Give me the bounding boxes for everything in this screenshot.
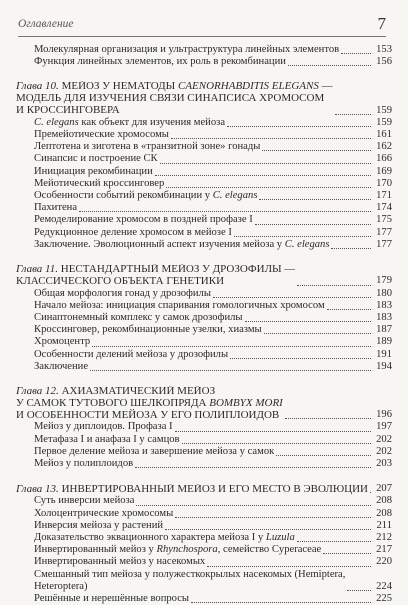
toc-entry[interactable]: Заключение. Эволюционный аспект изучения мейоза у C. elegans 177 (34, 238, 392, 250)
toc-entry[interactable]: Суть инверсии мейоза 208 (34, 495, 392, 507)
toc-entry[interactable]: Доказательство эквационного характера мейоза I у Luzula 212 (34, 532, 392, 544)
toc-entry[interactable]: Хромоцентр 189 (34, 336, 392, 348)
toc-entry[interactable]: Синапсис и построение СК 166 (34, 153, 392, 165)
running-head (18, 16, 386, 37)
toc-entry[interactable]: Мейотический кроссинговер 170 (34, 177, 392, 189)
toc-entry[interactable]: Функция линейных элементов, их роль в рекомбинации 156 (34, 56, 392, 68)
toc-entry[interactable]: Смешанный тип мейоза у полужесткокрылых насекомых (Hemiptera, Heteroptera) 224 (34, 568, 392, 592)
chapter-heading-13[interactable]: Глава 13. ИНВЕРТИРОВАННЫЙ МЕЙОЗ И ЕГО МЕСТО В ЭВОЛЮЦИИ 207 (16, 483, 392, 495)
toc-entry[interactable]: Мейоз у диплоидов. Профаза I 197 (34, 421, 392, 433)
toc-entry[interactable]: Инвертированный мейоз у насекомых 220 (34, 556, 392, 568)
toc-entry[interactable]: Холоцентрические хромосомы 208 (34, 507, 392, 519)
toc-entry[interactable]: Пахитена 174 (34, 202, 392, 214)
toc-entry[interactable]: Редукционное деление хромосом в мейозе I 177 (34, 226, 392, 238)
table-of-contents (16, 44, 392, 605)
toc-entry[interactable]: Заключение 194 (34, 360, 392, 372)
toc-entry[interactable]: Решённые и нерешённые вопросы 225 (34, 593, 392, 605)
chapter-heading-12[interactable]: Глава 12. АХИАЗМАТИЧЕСКИЙ МЕЙОЗ У САМОК ТУТОВОГО ШЕЛКОПРЯДА BOMBYX MORI И ОСОБЕННОСТИ МЕЙОЗА У ЕГО ПОЛИПЛОИДОВ 196 (16, 386, 392, 421)
toc-entry[interactable]: C. elegans как объект для изучения мейоза 159 (34, 116, 392, 128)
toc-entry[interactable]: Премейотические хромосомы 161 (34, 129, 392, 140)
toc-entry[interactable]: Инициация рекомбинации 169 (34, 165, 392, 177)
toc-entry[interactable]: Лептотена и зиготена в «транзитной зоне» гонады 162 (34, 141, 392, 153)
toc-entry[interactable]: Общая морфология гонад у дрозофилы 180 (34, 287, 392, 299)
toc-entry[interactable]: Кроссинговер, рекомбинационные узелки, хиазмы 187 (34, 324, 392, 336)
section-title: Оглавление (18, 18, 74, 30)
toc-entry[interactable]: Инвертированный мейоз у Rhynchospora, семейство Cyperaceae 217 (34, 544, 392, 556)
toc-entry[interactable]: Первое деление мейоза и завершение мейоза у самок 202 (34, 445, 392, 457)
toc-entry[interactable]: Молекулярная организация и ультраструктура линейных элементов 153 (34, 44, 392, 55)
toc-entry[interactable]: Особенности событий рекомбинации у C. elegans 171 (34, 190, 392, 202)
toc-entry[interactable]: Ремоделирование хромосом в поздней профазе I 175 (34, 214, 392, 226)
toc-entry[interactable]: Начало мейоза: инициация спаривания гомологичных хромосом 183 (34, 299, 392, 311)
toc-entry[interactable]: Инверсия мейоза у растений 211 (34, 519, 392, 531)
chapter-heading-10[interactable]: Глава 10. МЕЙОЗ У НЕМАТОДЫ CAENORHABDITIS ELEGANS — МОДЕЛЬ ДЛЯ ИЗУЧЕНИЯ СВЯЗИ СИНАПСИСА ХРОМОСОМ И КРОССИНГОВЕРА 159 (16, 81, 392, 116)
toc-entry[interactable]: Метафаза I и анафаза I у самцов 202 (34, 433, 392, 445)
toc-entry[interactable]: Синаптонемный комплекс у самок дрозофилы 183 (34, 312, 392, 324)
toc-entry[interactable]: Особенности делений мейоза у дрозофилы 191 (34, 348, 392, 360)
page-number: 7 (377, 14, 386, 33)
chapter-heading-11[interactable]: Глава 11. НЕСТАНДАРТНЫЙ МЕЙОЗ У ДРОЗОФИЛЫ — КЛАССИЧЕСКОГО ОБЪЕКТА ГЕНЕТИКИ 179 (16, 264, 392, 287)
toc-entry[interactable]: Мейоз у полиплоидов 203 (34, 458, 392, 470)
